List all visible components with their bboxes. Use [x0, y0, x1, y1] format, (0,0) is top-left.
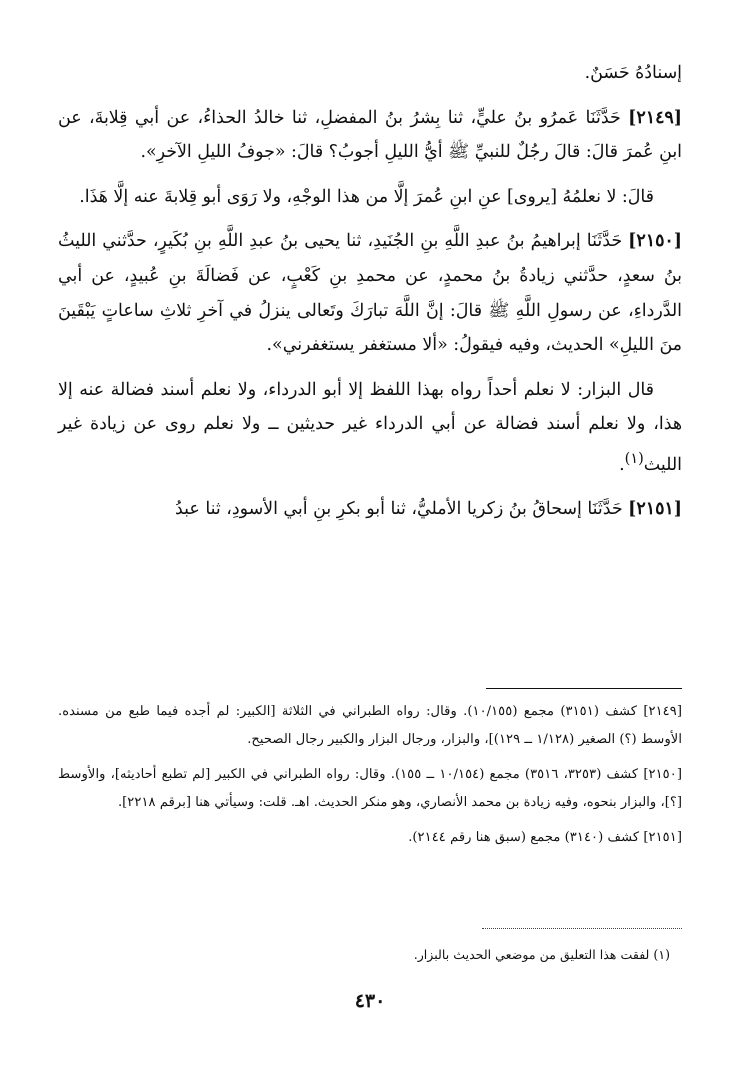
hadith-2149-comment: قالَ: لا نعلمُهُ [يروى] عنِ ابنِ عُمرَ إلَّا من هذا الوجْهِ، ولا رَوَى أبو قِلابةَ عنه إلَّا هَذَا. [79, 186, 654, 207]
hadith-number: [٢١٥٠] [628, 231, 682, 252]
hadith-number: [٢١٥١] [628, 499, 682, 520]
note-2151: [٢١٥١] كشف (٣١٤٠) مجمع (سبق هنا رقم ٢١٤٤). [408, 830, 682, 845]
hadith-2150-comment [58, 373, 682, 483]
hadith-2151 [58, 492, 682, 527]
hadith-text: حَدَّثَنَا إسحاقُ بنُ زكريا الأمليُّ، ثنا أبو بكرِ بنِ أبي الأسودِ، ثنا عبدُ [175, 499, 623, 520]
comment-text: قال البزار: لا نعلم أحداً رواه بهذا اللفظ إلا أبو الدرداء، ولا نعلم أسند فضالة عنه إلا هذا، ولا نعلم أسند فضالة عن أبي الدرداء غير حديثين ــ ولا نعلم روى عن زيادة غير الليث [58, 379, 682, 475]
hadith-text: حَدَّثَنَا إبراهيمُ بنُ عبدِ اللَّهِ بنِ الجُنَيدِ، ثنا يحيى بنُ عبدِ اللَّهِ بنِ بُكَيرٍ، حدَّثني الليثُ بنُ سعدٍ، حدَّثني زيادةُ بنُ محمدٍ، عن محمدِ بنِ كَعْبٍ، عن فَضالَةَ بنِ عُبيدٍ، عن أبي الدَّرداءِ، عن رسولِ اللَّهِ ﷺ قالَ: إنَّ اللَّهَ تبارَكَ وتَعالى ينزلُ في آخرِ ثلاثِ ساعاتٍ يَبْقَينَ منَ الليلِ» الحديث، وفيه فيقولُ: «ألا مستغفر يستغفرني». [58, 231, 682, 356]
main-text [58, 56, 682, 537]
footnote-divider [482, 928, 682, 929]
hadith-number: [٢١٤٩] [628, 107, 682, 128]
footnote: (١) لفقت هذا التعليق من موضعي الحديث بالبزار. [413, 947, 670, 962]
note-2149: [٢١٤٩] كشف (٣١٥١) مجمع (١٠/١٥٥). وقال: رواه الطبراني في الثلاثة [الكبير: لم أجده فيما طبع من مسنده. الأوسط (؟) الصغير (١/١٢٨ ــ ١٢٩)]، والبزار، ورجال البزار والكبير رجال الصحيح. [58, 704, 682, 747]
footnote-ref: (١) [624, 450, 644, 467]
isnad-verdict: إسنادُهُ حَسَنٌ. [584, 63, 682, 83]
hadith-2149 [58, 101, 682, 170]
hadith-2150 [58, 224, 682, 362]
comment-end: . [619, 454, 625, 475]
page-number: ٤٣٠ [354, 990, 386, 1012]
notes-divider [486, 688, 682, 689]
note-2150: [٢١٥٠] كشف (٣٢٥٣، ٣٥١٦) مجمع (١٠/١٥٤ ــ ١٥٥). وقال: رواه الطبراني في الكبير [لم تطبع أحاديثه]، والأوسط [؟]، والبزار بنحوه، وفيه زيادة بن محمد الأنصاري، وهو منكر الحديث. اهـ. قلت: وسيأتي هنا [برقم ٢٢١٨]. [58, 767, 682, 810]
hadith-text: حَدَّثَنَا عَمرُو بنُ عليٍّ، ثنا بِشرُ بنُ المفضلِ، ثنا خالدُ الحذاءُ، عن أبي قِلابةَ، عن ابنِ عُمرَ قالَ: قالَ رجُلٌ للنبيِّ ﷺ أيُّ الليلِ أجوبُ؟ قالَ: «جوفُ الليلِ الآخرِ». [58, 107, 682, 163]
references-notes [58, 698, 682, 860]
